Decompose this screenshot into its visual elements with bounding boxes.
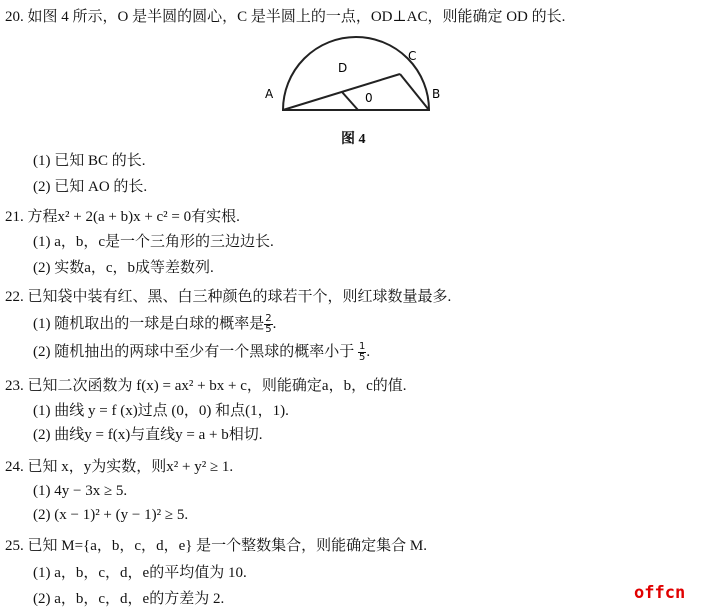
label-c: C <box>408 49 417 63</box>
question-21: 21. 方程x² + 2(a + b)x + c² = 0有实根. <box>5 209 240 225</box>
q20-condition-1: (1) 已知 BC 的长. <box>33 153 146 169</box>
q22-c1-text: (1) 随机取出的一球是白球的概率是 <box>33 315 265 332</box>
question-23: 23. 已知二次函数为 f(x) = ax² + bx + c，则能确定a，b，c的值. <box>5 378 407 394</box>
numerator: 1 <box>359 341 366 352</box>
numerator: 2 <box>265 313 272 324</box>
fraction <box>264 314 272 335</box>
q20-condition-2: (2) 已知 AO 的长. <box>33 179 148 195</box>
figure-caption: 图 4 <box>341 132 366 147</box>
segment-od <box>342 92 358 110</box>
label-o: 0 <box>365 91 373 105</box>
q24-condition-1: (1) 4y − 3x ≥ 5. <box>33 483 128 499</box>
q22-c2-text: (2) 随机抽出的两球中至少有一个黑球的概率小于 <box>33 343 358 360</box>
denominator: 5 <box>265 324 272 335</box>
q22-condition-2 <box>33 342 370 363</box>
q24-condition-2: (2) (x − 1)² + (y − 1)² ≥ 5. <box>33 507 189 523</box>
q23-condition-1: (1) 曲线 y = f (x)过点 (0，0) 和点(1，1). <box>33 403 289 419</box>
label-b: B <box>432 87 441 101</box>
q21-condition-2: (2) 实数a，c，b成等差数列. <box>33 260 214 276</box>
segment-cb <box>400 74 429 110</box>
q22-condition-1 <box>33 314 276 335</box>
question-22: 22. 已知袋中装有红、黑、白三种颜色的球若干个，则红球数量最多. <box>5 289 452 305</box>
question-25: 25. 已知 M={a，b，c，d，e} 是一个整数集合，则能确定集合 M. <box>5 538 428 554</box>
semicircle <box>283 37 429 110</box>
q21-condition-1: (1) a，b，c是一个三角形的三边边长. <box>33 234 274 250</box>
segment-ac <box>283 74 400 110</box>
denominator: 5 <box>359 352 366 363</box>
label-d: D <box>338 61 348 75</box>
question-24: 24. 已知 x，y为实数，则x² + y² ≥ 1. <box>5 459 234 475</box>
period: . <box>366 343 371 360</box>
semicircle-figure <box>255 30 455 120</box>
q25-condition-1: (1) a，b，c，d，e的平均值为 10. <box>33 565 247 581</box>
label-a: A <box>265 87 274 101</box>
q25-condition-2: (2) a，b，c，d，e的方差为 2. <box>33 591 225 607</box>
offcn-watermark: offcn <box>634 583 686 603</box>
period: . <box>272 315 277 332</box>
q23-condition-2: (2) 曲线y = f(x)与直线y = a + b相切. <box>33 427 263 443</box>
question-20: 20. 如图 4 所示，O 是半圆的圆心，C 是半圆上的一点，OD⊥AC，则能确定 OD 的长. <box>5 9 566 25</box>
